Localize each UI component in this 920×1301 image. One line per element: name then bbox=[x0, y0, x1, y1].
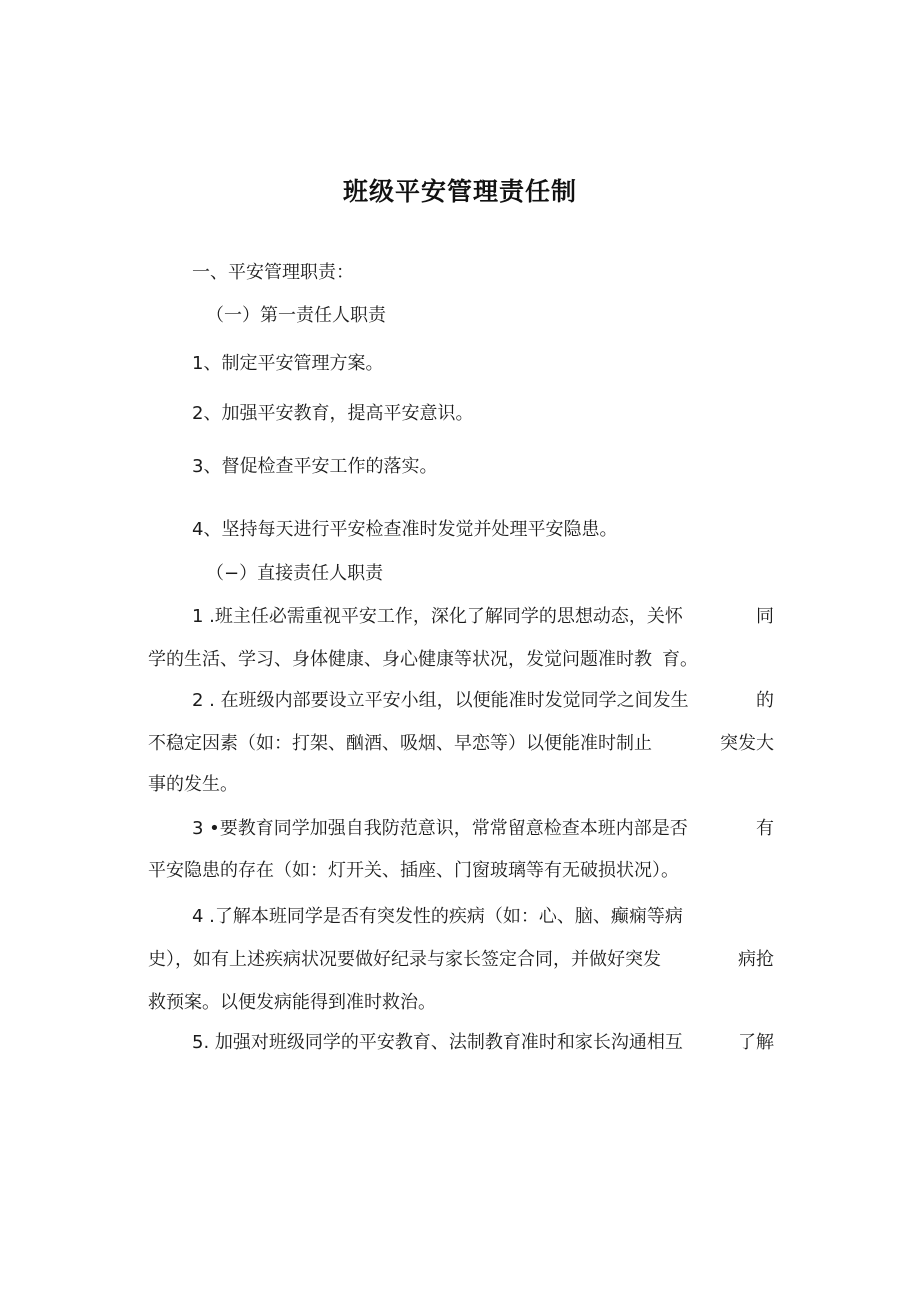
text-segment: 5. 加强对班级同学的平安教育、法制教育准时和家长沟通相互 bbox=[192, 1032, 683, 1053]
text-segment: 2 . 在班级内部要设立平安小组，以便能准时发觉同学之间发生 bbox=[192, 690, 689, 711]
document-title: 班级平安管理责任制 bbox=[342, 177, 577, 206]
paragraph-line: 救预案。以便发病能得到准时救治。 bbox=[148, 992, 436, 1013]
text-segment: 育。 bbox=[662, 649, 698, 670]
text-segment: 的 bbox=[756, 690, 774, 711]
paragraph-line bbox=[148, 647, 698, 673]
paragraph-line bbox=[192, 604, 774, 630]
text-segment: 1 .班主任必需重视平安工作，深化了解同学的思想动态，关怀 bbox=[192, 606, 683, 627]
list-item: 3、督促检查平安工作的落实。 bbox=[192, 456, 438, 477]
paragraph-line: 平安隐患的存在（如：灯开关、插座、门窗玻璃等有无破损状况）。 bbox=[148, 860, 679, 881]
list-item: 4、坚持每天进行平安检查准时发觉并处理平安隐患。 bbox=[192, 519, 618, 540]
list-item: 2、加强平安教育，提高平安意识。 bbox=[192, 403, 474, 424]
subsection-heading-first: （一）第一责任人职责 bbox=[206, 305, 386, 326]
paragraph-line: 事的发生。 bbox=[148, 774, 238, 795]
paragraph-line bbox=[192, 1030, 774, 1056]
paragraph-line: 4 .了解本班同学是否有突发性的疾病（如：心、脑、癫痫等病 bbox=[192, 906, 683, 927]
text-segment: 同 bbox=[756, 606, 774, 627]
text-segment: 突发大 bbox=[720, 733, 774, 754]
paragraph-line bbox=[192, 688, 774, 714]
list-item: 1、制定平安管理方案。 bbox=[192, 353, 384, 374]
text-segment: 3 •要教育同学加强自我防范意识，常常留意检查本班内部是否 bbox=[192, 818, 688, 839]
paragraph-line bbox=[192, 816, 774, 842]
text-segment: 学的生活、学习、身体健康、身心健康等状况，发觉问题准时教 bbox=[148, 649, 652, 670]
paragraph-line bbox=[148, 947, 774, 973]
text-segment: 不稳定因素（如：打架、酗酒、吸烟、早恋等）以便能准时制止 bbox=[148, 733, 652, 754]
text-segment: 有 bbox=[756, 818, 774, 839]
text-segment: 病抢 bbox=[738, 949, 774, 970]
text-segment: 了解 bbox=[738, 1032, 774, 1053]
text-segment: 史），如有上述疾病状况要做好纪录与家长签定合同，并做好突发 bbox=[148, 949, 661, 970]
section-heading: 一、平安管理职责： bbox=[192, 262, 354, 283]
subsection-heading-direct: （−）直接责任人职责 bbox=[206, 563, 384, 584]
paragraph-line bbox=[148, 731, 774, 757]
